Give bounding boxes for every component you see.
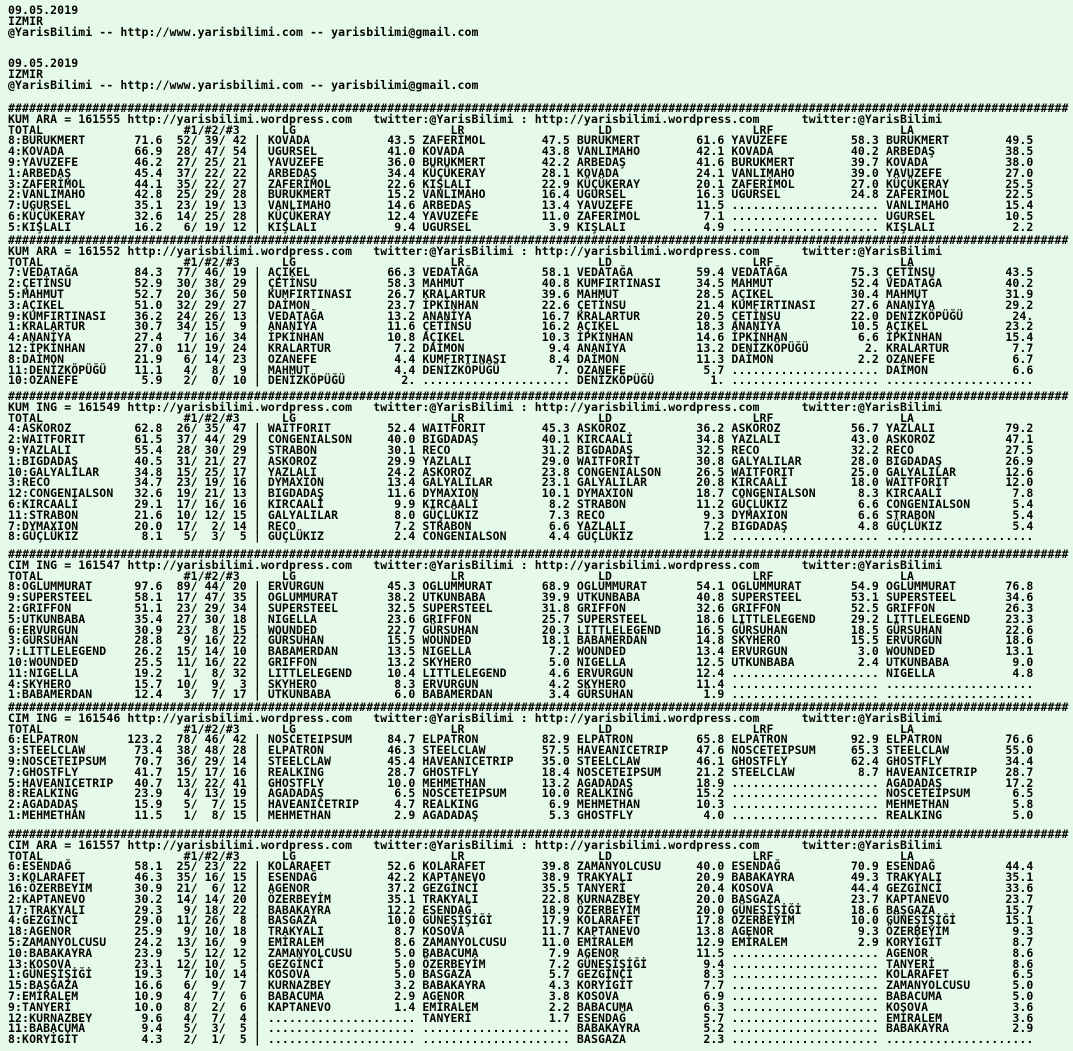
- table-row: 9:KUMFIRTINASI 36.2 24/ 26/ 13 | VEDATAĞA 13.2 ANANİYA 16.7 KRALARTUR 20.5 ÇETİNSU 22.0 DENİZKÖPÜĞÜ 24.: [8, 308, 1034, 323]
- report-date: 09.05.2019: [8, 3, 79, 17]
- report-city: IZMIR: [8, 13, 44, 28]
- table-row: 1:BABAMERDAN 12.4 3/ 7/ 17 | UTKUNBABA 6.0 BABAMERDAN 3.4 GÜRSUHAN 1.9 ..................... .....................: [8, 687, 1034, 702]
- section-separator: #######################################################################################################################################################: [8, 389, 1069, 403]
- table-row: 4:KOVADA 66.9 28/ 47/ 54 | UGURSEL 41.0 KOVADA 43.8 VANLIMAHO 42.1 KOVADA 40.2 ARBEDAŞ 38.5: [8, 144, 1034, 159]
- section-separator: #######################################################################################################################################################: [8, 547, 1069, 561]
- table-row: 12:CONGENIALSON 32.6 19/ 21/ 13 | BIGDADAŞ 11.6 DYMAXION 10.1 DYMAXION 18.7 CONGENIALSON 8.3 KIRCAALİ 7.8: [8, 486, 1034, 501]
- column-header-line: TOTAL #1/#2/#3 LG LR LD LRF LA: [8, 410, 915, 425]
- report-contact: @YarisBilimi -- http://www.yarisbilimi.com -- yarisbilimi@gmail.com: [8, 77, 479, 92]
- section-separator: #######################################################################################################################################################: [8, 827, 1069, 841]
- table-row: 7:LITTLELEGEND 26.2 15/ 14/ 10 | BABAMERDAN 13.5 NIGELLA 7.2 WOUNDED 13.4 ERVURGUN 3.0 WOUNDED 13.1: [8, 644, 1034, 659]
- section-header-line: CIM ING = 161547 http://yarisbilimi.wordpress.com twitter:@YarisBilimi : http://yarisbilimi.wordpress.com twitter:@YarisBilimi: [8, 557, 943, 572]
- table-row: 5:MAHMUT 52.7 20/ 36/ 50 | KUMFIRTINASI 26.7 KRALARTUR 39.6 MAHMUT 28.5 AÇIKEL 30.4 MAHMUT 31.9: [8, 286, 1034, 301]
- table-row: 5:UTKUNBABA 35.4 27/ 30/ 18 | NIGELLA 23.6 GRIFFON 25.7 SUPERSTEEL 18.6 LITTLELEGEND 29.2 LITTLELEGEND 23.3: [8, 611, 1034, 626]
- table-row: 8:REALKING 23.9 4/ 13/ 19 | AGADADAŞ 6.5 NOSCETEIPSUM 10.0 REALKING 15.2 ..................... NOSCETEIPSUM 6.5: [8, 786, 1034, 801]
- table-row: 7:GHOSTFLY 41.7 15/ 17/ 16 | REALKING 28.7 GHOSTFLY 18.4 NOSCETEIPSUM 21.2 STEELCLAW 8.7 HAVEANICETRIP 28.7: [8, 764, 1034, 779]
- table-row: 5:KIŞLALI 16.2 6/ 19/ 12 | KIŞLALI 9.4 UGURSEL 3.9 KIŞLALI 4.9 ..................... KIŞLALI 2.2: [8, 219, 1034, 234]
- race-section: [8, 829, 1069, 1045]
- table-row: 6:ELPATRON 123.2 78/ 46/ 42 | NOSCETEIPSUM 84.7 ELPATRON 82.9 ELPATRON 65.8 ELPATRON 92.9 ELPATRON 76.6: [8, 732, 1034, 747]
- table-row: 12:KURNAZBEY 9.6 4/ 7/ 4 | ..................... TANYERİ 1.7 ESENDAĞ 5.7 ..................... EMİRALEM 3.6: [8, 1010, 1034, 1025]
- table-row: 15:BAŞGAZA 16.6 6/ 9/ 7 | KURNAZBEY 3.2 BABAKAYRA 4.3 KORYİGİT 7.7 ..................... ZAMANYOLCUSU 5.0: [8, 978, 1034, 993]
- section-separator: #######################################################################################################################################################: [8, 233, 1069, 247]
- table-row: 9:YAZLALI 55.4 28/ 30/ 29 | STRABON 30.1 RECO 31.2 BIGDADAŞ 32.5 RECO 32.2 RECO 27.5: [8, 442, 1034, 457]
- table-row: 6:KIRCAALİ 29.1 17/ 16/ 16 | KIRCAALİ 9.9 KIRCAALİ 8.2 STRABON 11.2 GÜÇLÜKIZ 6.6 CONGENIALSON 5.4: [8, 496, 1034, 511]
- table-row: 7:DYMAXION 20.0 17/ 2/ 14 | RECO 7.2 STRABON 6.6 YAZLALI 7.2 BIGDADAŞ 4.8 GÜÇLÜKIZ 5.4: [8, 518, 1034, 533]
- table-row: 4:ASKOROZ 62.8 26/ 35/ 47 | WAITFORIT 52.4 WAITFORIT 45.3 ASKOROZ 36.2 ASKOROZ 56.7 YAZLALI 79.2: [8, 421, 1034, 436]
- race-section: [8, 103, 1069, 233]
- column-header-line: TOTAL #1/#2/#3 LG LR LD LRF LA: [8, 122, 915, 137]
- table-row: 4:SKYHERO 15.7 10/ 9/ 3 | SKYHERO 8.3 ERVURGUN 4.2 SKYHERO 11.4 ..................... .....................: [8, 676, 1034, 691]
- table-row: 3:KOLARAFET 46.3 35/ 16/ 15 | ESENDAĞ 42.2 KAPTANEVO 38.9 TRAKYALI 20.9 BABAKAYRA 49.3 TRAKYALI 35.1: [8, 870, 1034, 885]
- table-row: 12:İPKİNHAN 27.0 11/ 19/ 24 | KRALARTUR 7.2 DAİMON 9.4 ANANİYA 13.2 DENİZKÖPÜĞÜ 2. KRALARTUR 7.7: [8, 340, 1034, 355]
- table-row: 2:GRIFFON 51.1 23/ 29/ 34 | SUPERSTEEL 32.5 SUPERSTEEL 31.8 GRIFFON 32.6 GRIFFON 52.5 GRIFFON 26.3: [8, 600, 1034, 615]
- table-row: 9:YAVUZEFE 46.2 27/ 25/ 21 | YAVUZEFE 36.0 BURUKMERT 42.2 ARBEDAŞ 41.6 BURUKMERT 39.7 KOVADA 38.0: [8, 154, 1034, 169]
- report-date: 09.05.2019: [8, 56, 79, 70]
- table-row: 3:STEELCLAW 73.4 38/ 48/ 28 | ELPATRON 46.3 STEELCLAW 57.5 HAVEANICETRIP 47.6 NOSCETEIPSUM 65.3 STEELCLAW 55.0: [8, 743, 1034, 758]
- section-header-line: KUM ING = 161549 http://yarisbilimi.wordpress.com twitter:@YarisBilimi : http://yarisbilimi.wordpress.com twitter:@YarisBilimi: [8, 399, 943, 414]
- section-rows: [8, 861, 1069, 1045]
- table-row: 8:GÜÇLÜKIZ 8.1 5/ 3/ 5 | GÜÇLÜKIZ 2.4 CONGENIALSON 4.4 GÜÇLÜKIZ 1.2 ..................... .....................: [8, 529, 1034, 544]
- table-row: 11:STRABON 21.6 10/ 12/ 15 | GALYALILAR 8.0 GÜÇLÜKIZ 7.3 RECO 9.3 DYMAXION 6.6 STRABON 5.4: [8, 507, 1034, 522]
- column-header-line: TOTAL #1/#2/#3 LG LR LD LRF LA: [8, 254, 915, 269]
- table-row: 10:GALYALILAR 34.8 15/ 25/ 17 | YAZLALI 24.2 ASKOROZ 23.8 CONGENIALSON 26.5 WAITFORIT 25.0 GALYALILAR 12.6: [8, 464, 1034, 479]
- column-header-line: TOTAL #1/#2/#3 LG LR LD LRF LA: [8, 848, 915, 863]
- race-section: [8, 702, 1069, 821]
- column-header-line: TOTAL #1/#2/#3 LG LR LD LRF LA: [8, 721, 915, 736]
- table-row: 8:DAİMON 21.9 6/ 14/ 23 | OZANEFE 4.4 KUMFIRTINASI 8.4 DAİMON 11.3 DAİMON 2.2 OZANEFE 6.7: [8, 351, 1034, 366]
- table-row: 2:WAITFORIT 61.5 37/ 44/ 29 | CONGENIALSON 40.0 BIGDADAŞ 40.1 KIRCAALİ 34.8 YAZLALI 43.0 ASKOROZ 47.1: [8, 432, 1034, 447]
- table-row: 6:KÜÇÜKERAY 32.6 14/ 25/ 28 | KÜÇÜKERAY 12.4 YAVUZEFE 11.0 ZAFERİMOL 7.1 ..................... UGURSEL 10.5: [8, 208, 1034, 223]
- table-row: 3:AÇIKEL 51.0 32/ 29/ 27 | DAİMON 23.7 İPKİNHAN 22.6 ÇETİNSU 21.4 KUMFIRTINASI 27.6 ANANİYA 29.2: [8, 297, 1034, 312]
- table-row: 3:ZAFERİMOL 44.1 35/ 22/ 27 | ZAFERİMOL 22.6 KIŞLALI 22.9 KÜÇÜKERAY 20.1 ZAFERİMOL 27.0 KÜÇÜKERAY 25.5: [8, 176, 1034, 191]
- column-header-line: TOTAL #1/#2/#3 LG LR LD LRF LA: [8, 568, 915, 583]
- table-row: 1:ARBEDAŞ 45.4 37/ 22/ 22 | ARBEDAŞ 34.4 KÜÇÜKERAY 28.1 KOVADA 24.1 VANLIMAHO 39.0 YAVUZEFE 27.0: [8, 165, 1034, 180]
- section-separator: #######################################################################################################################################################: [8, 101, 1069, 115]
- table-row: 2:KAPTANEVO 30.2 14/ 14/ 20 | ÖZERBEYİM 35.1 TRAKYALI 22.8 KURNAZBEY 20.0 BASGAZA 23.7 KAPTANEVO 23.7: [8, 891, 1034, 906]
- table-row: 6:ESENDAĞ 58.1 25/ 23/ 22 | KOLARAFET 52.6 KOLARAFET 39.8 ZAMANYOLCUSU 40.0 ESENDAĞ 70.9 ESENDAĞ 44.4: [8, 859, 1034, 874]
- report-header-block-1: [8, 5, 479, 37]
- section-header-line: CIM ING = 161546 http://yarisbilimi.wordpress.com twitter:@YarisBilimi : http://yarisbilimi.wordpress.com twitter:@YarisBilimi: [8, 710, 943, 725]
- table-row: 8:KORYİGİT 4.3 2/ 1/ 5 | ..................... ..................... BASGAZA 2.3 ..................... .....................: [8, 1032, 1034, 1047]
- section-rows: [8, 423, 1069, 542]
- table-row: 2:VANLIMAHO 42.8 25/ 29/ 28 | BURUKMERT 15.2 VANLIMAHO 16.4 UGURSEL 16.3 UGURSEL 24.8 ZAFERİMOL 22.5: [8, 187, 1034, 202]
- table-row: 1:KRALARTUR 30.7 34/ 15/ 9 | ANANİYA 11.6 ÇETİNSU 16.2 AÇIKEL 18.3 ANANİYA 10.5 AÇIKEL 23.2: [8, 319, 1034, 334]
- report-header-block-2: [8, 58, 479, 90]
- report-city: IZMIR: [8, 66, 44, 81]
- section-rows: [8, 267, 1069, 386]
- table-row: 4:GEZGİNCİ 29.0 11/ 26/ 8 | BASGAZA 10.0 GÜNEŞİŞİĞİ 17.9 KOLARAFET 17.8 ÖZERBEYİM 10.0 GÜNEŞİŞİĞİ 15.1: [8, 913, 1034, 928]
- table-row: 6:ERVURGUN 30.9 23/ 8/ 15 | WOUNDED 22.7 GÜRSUHAN 20.3 LITTLELEGEND 16.5 GÜRSUHAN 18.5 GÜRSUHAN 22.6: [8, 622, 1034, 637]
- table-row: 7:EMİRALEM 10.9 4/ 7/ 6 | BABACUMA 2.9 AGENOR 3.8 KOSOVA 6.9 ..................... BABACUMA 5.0: [8, 988, 1034, 1003]
- section-rows: [8, 734, 1069, 820]
- table-row: 18:AGENOR 25.9 9/ 10/ 18 | TRAKYALI 8.7 KOSOVA 11.7 KAPTANEVO 13.8 AGENOR 9.3 ÖZERBEYİM 9.3: [8, 924, 1034, 939]
- table-row: 7:VEDATAĞA 84.3 77/ 46/ 19 | AÇIKEL 66.3 VEDATAĞA 58.1 VEDATAĞA 59.4 VEDATAĞA 75.3 ÇETİNSU 43.5: [8, 265, 1034, 280]
- table-row: 4:ANANİYA 27.4 7/ 16/ 34 | İPKİNHAN 10.8 AÇIKEL 10.3 İPKİNHAN 14.6 İPKİNHAN 6.6 İPKİNHAN 15.4: [8, 330, 1034, 345]
- section-rows: [8, 581, 1069, 700]
- table-row: 11:DENİZKÖPÜĞÜ 11.1 4/ 8/ 9 | MAHMUT 4.4 DENİZKÖPÜĞÜ 7. OZANEFE 5.7 ..................... DAİMON 6.6: [8, 362, 1034, 377]
- table-row: 1:MEHMETHAN 11.5 1/ 8/ 15 | MEHMETHAN 2.9 AGADADAŞ 5.3 GHOSTFLY 4.0 ..................... REALKING 5.0: [8, 807, 1034, 822]
- table-row: 10:WOUNDED 25.5 11/ 16/ 22 | GRIFFON 13.2 SKYHERO 5.0 NIGELLA 12.5 UTKUNBABA 2.4 UTKUNBABA 9.0: [8, 654, 1034, 669]
- section-header-line: KUM ARA = 161552 http://yarisbilimi.wordpress.com twitter:@YarisBilimi : http://yarisbilimi.wordpress.com twitter:@YarisBilimi: [8, 243, 943, 258]
- table-row: 16:ÖZERBEYİM 30.9 21/ 6/ 12 | AGENOR 37.2 GEZGİNCİ 35.5 TANYERİ 20.4 KOSOVA 44.4 GEZGİNCİ 33.6: [8, 880, 1034, 895]
- table-row: 9:NOSCETEIPSUM 70.7 36/ 29/ 14 | STEELCLAW 45.4 HAVEANICETRIP 35.0 STEELCLAW 46.1 GHOSTFLY 62.4 GHOSTFLY 34.4: [8, 753, 1034, 768]
- race-section: [8, 235, 1069, 386]
- table-row: 2:AGADADAŞ 15.9 5/ 7/ 15 | HAVEANICETRIP 4.7 REALKING 6.9 MEHMETHAN 10.3 ..................... MEHMETHAN 5.8: [8, 797, 1034, 812]
- section-separator: #######################################################################################################################################################: [8, 700, 1069, 714]
- race-section: [8, 391, 1069, 542]
- table-row: 17:TRAKYALI 29.3 9/ 18/ 22 | BABAKAYRA 12.2 ESENDAĞ 18.9 ÖZERBEYİM 20.0 GÜNEŞİŞİĞİ 18.6 BAŞGAZA 15.7: [8, 902, 1034, 917]
- table-row: 3:GÜRSUHAN 28.8 9/ 16/ 22 | GÜRSUHAN 15.5 WOUNDED 18.1 BABAMERDAN 14.8 SKYHERO 15.5 ERVURGUN 18.6: [8, 633, 1034, 648]
- table-row: 5:ZAMANYOLCUSU 24.2 13/ 16/ 9 | EMİRALEM 8.6 ZAMANYOLCUSU 11.0 EMİRALEM 12.9 EMİRALEM 2.9 KORYİGİT 8.7: [8, 934, 1034, 949]
- table-row: 5:HAVEANICETRIP 40.7 13/ 22/ 41 | GHOSTFLY 10.0 MEHMETHAN 13.2 AGADADAŞ 18.9 ..................... AGADADAŞ 17.2: [8, 775, 1034, 790]
- table-row: 11:BABACUMA 9.4 5/ 3/ 5 | ..................... ..................... BABAKAYRA 5.2 ..................... BABAKAYRA 2.9: [8, 1021, 1034, 1036]
- table-row: 1:GÜNEŞİŞİĞİ 19.3 7/ 10/ 14 | KOSOVA 5.0 BASGAZA 5.7 GEZGİNCİ 8.3 ..................... KOLARAFET 6.5: [8, 967, 1034, 982]
- table-row: 8:OGLUMMURAT 97.6 89/ 44/ 20 | ERVURGUN 45.3 OGLUMMURAT 68.9 OGLUMMURAT 54.1 OGLUMMURAT 54.9 OGLUMMURAT 76.8: [8, 579, 1034, 594]
- table-row: 3:RECO 34.7 23/ 19/ 16 | DYMAXION 13.4 GALYALILAR 23.1 GALYALILAR 20.8 KIRCAALİ 18.0 WAITFORIT 12.0: [8, 475, 1034, 490]
- table-row: 13:KOSOVA 23.1 12/ 10/ 5 | GEZGİNCİ 5.0 ÖZERBEYİM 7.2 GÜNEŞİŞİĞİ 9.4 ..................... TANYERİ 8.6: [8, 956, 1034, 971]
- table-row: 1:BIGDADAŞ 40.5 31/ 21/ 27 | ASKOROZ 29.9 YAZLALI 29.0 WAITFORIT 30.8 GALYALILAR 28.0 BIGDADAŞ 26.9: [8, 453, 1034, 468]
- section-rows: [8, 135, 1069, 232]
- table-row: 11:NIGELLA 19.2 1/ 8/ 32 | LITTLELEGEND 10.4 LITTLELEGEND 4.6 ERVURGUN 12.4 ..................... NIGELLA 4.8: [8, 665, 1034, 680]
- table-row: 10:BABAKAYRA 23.9 5/ 12/ 12 | ZAMANYOLCUSU 5.0 BABACUMA 7.9 AGENOR 11.5 ..................... AGENOR 8.6: [8, 945, 1034, 960]
- report-contact: @YarisBilimi -- http://www.yarisbilimi.com -- yarisbilimi@gmail.com: [8, 24, 479, 39]
- table-row: 7:UGURSEL 35.1 23/ 19/ 13 | VANLIMAHO 14.6 ARBEDAŞ 13.4 YAVUZEFE 11.5 ..................... VANLIMAHO 15.4: [8, 198, 1034, 213]
- section-header-line: CIM ARA = 161557 http://yarisbilimi.wordpress.com twitter:@YarisBilimi : http://yarisbilimi.wordpress.com twitter:@YarisBilimi: [8, 837, 943, 852]
- table-row: 9:SUPERSTEEL 58.1 17/ 47/ 35 | OGLUMMURAT 38.2 UTKUNBABA 39.9 UTKUNBABA 40.8 SUPERSTEEL 53.1 SUPERSTEEL 34.6: [8, 590, 1034, 605]
- table-row: 10:OZANEFE 5.9 2/ 0/ 10 | DENİZKÖPÜĞÜ 2. ..................... DENİZKÖPÜĞÜ 1. ..................... .....................: [8, 373, 1034, 388]
- table-row: 8:BURUKMERT 71.6 52/ 39/ 42 | KOVADA 43.5 ZAFERİMOL 47.5 BURUKMERT 61.6 YAVUZEFE 58.3 BURUKMERT 49.5: [8, 133, 1034, 148]
- table-row: 2:ÇETİNSU 52.9 30/ 38/ 29 | ÇETİNSU 58.3 MAHMUT 40.8 KUMFIRTINASI 34.5 MAHMUT 52.4 VEDATAĞA 40.2: [8, 276, 1034, 291]
- section-header-line: KUM ARA = 161555 http://yarisbilimi.wordpress.com twitter:@YarisBilimi : http://yarisbilimi.wordpress.com twitter:@YarisBilimi: [8, 111, 943, 126]
- race-section: [8, 549, 1069, 700]
- table-row: 9:TANYERİ 10.0 8/ 2/ 6 | KAPTANEVO 1.4 EMİRALEM 2.2 BABACUMA 6.3 ..................... KOSOVA 3.6: [8, 999, 1034, 1014]
